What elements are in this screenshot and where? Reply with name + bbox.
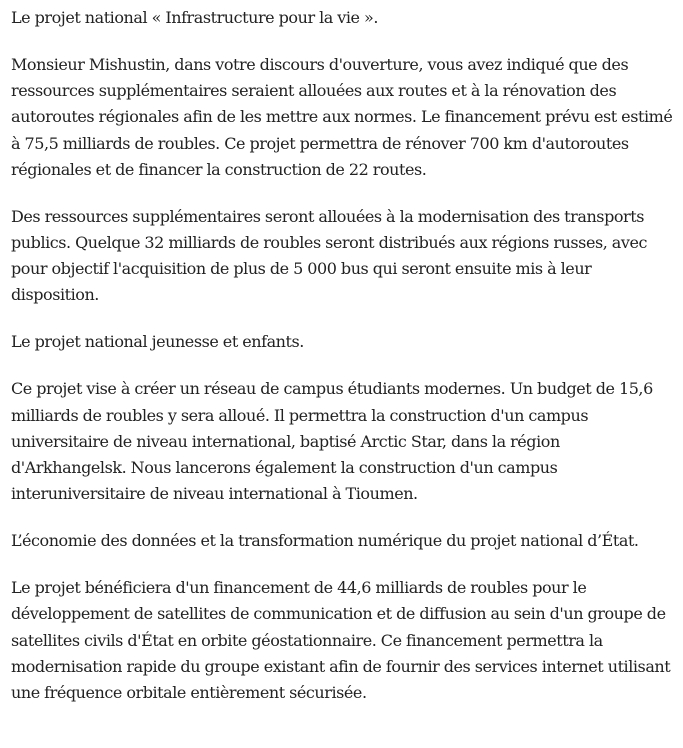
paragraph-satellites: Le projet bénéficiera d'un financement de 44,6 milliards de roubles pour le développement de satellites de communication et de diffusion au sein d'un groupe de satellites civils d'État en orbite géostationnaire. Ce financement permettra la modernisation rapide du groupe existant afin de fournir des services internet utilisant une fréquence orbitale entièrement sécurisée. — [11, 578, 671, 703]
article-body — [11, 5, 673, 706]
section-heading-infrastructure: Le projet national « Infrastructure pour la vie ». — [11, 8, 378, 27]
section-heading-youth: Le projet national jeunesse et enfants. — [11, 332, 304, 352]
paragraph-regional-roads: Monsieur Mishustin, dans votre discours d'ouverture, vous avez indiqué que des ressources supplémentaires seraient allouées aux routes et à la rénovation des autoroutes régionales afin de les mettre aux normes. Le financement prévu est estimé à 75,5 milliards de roubles. Ce projet permettra de rénover 700 km d'autoroutes régionales et de financer la construction de 22 routes. — [11, 55, 673, 179]
paragraph-student-campuses: Ce projet vise à créer un réseau de campus étudiants modernes. Un budget de 15,6 milliards de roubles y sera alloué. Il permettra la construction d'un campus universitaire de niveau international, baptisé Arctic Star, dans la région d'Arkhangelsk. Nous lancerons également la construction d'un campus interuniversitaire de niveau international à Tioumen. — [11, 379, 653, 504]
paragraph-public-transport: Des ressources supplémentaires seront allouées à la modernisation des transports publics. Quelque 32 milliards de roubles seront distribués aux régions russes, avec pour objectif l'acquisition de plus de 5 000 bus qui seront ensuite mis à leur disposition. — [11, 206, 648, 305]
section-heading-data-economy: L’économie des données et la transformation numérique du projet national d’État. — [11, 531, 639, 551]
